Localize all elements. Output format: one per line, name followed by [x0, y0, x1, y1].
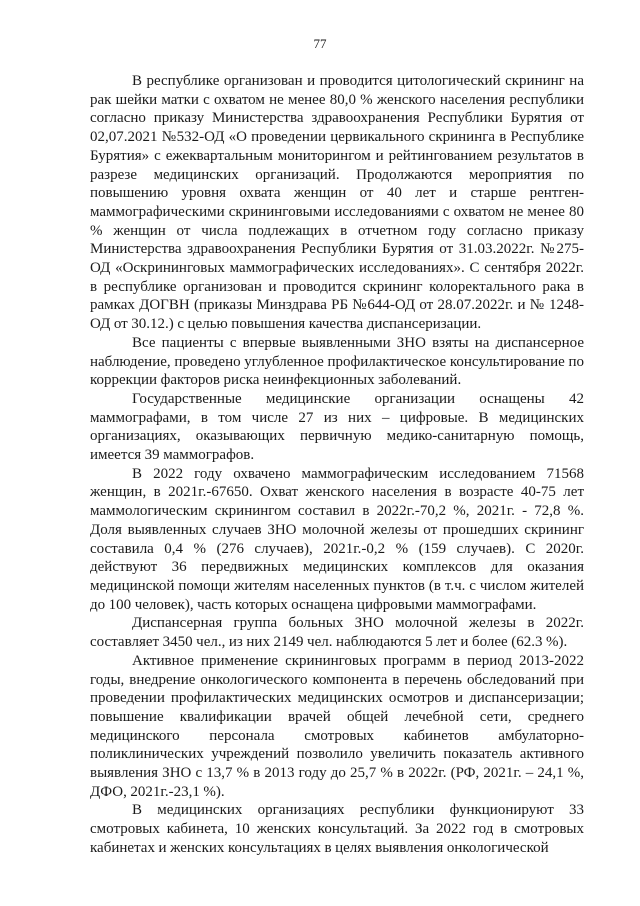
- paragraph-dispensary-observation: Все пациенты с впервые выявленными ЗНО взяты на диспансерное наблюдение, проведено углубленное профилактическое консультирование по коррекции факторов риска неинфекционных заболеваний.: [90, 334, 584, 389]
- document-body: [90, 72, 584, 858]
- paragraph-dispensary-group: Диспансерная группа больных ЗНО молочной железы в 2022г. составляет 3450 чел., из них 2149 чел. наблюдаются 5 лет и более (62.3 %).: [90, 615, 584, 651]
- paragraph-mammography-coverage: В 2022 году охвачено маммографическим исследованием 71568 женщин, в 2021г.-67650. Охват женского населения в возрасте 40-75 лет маммологическим скринингом составил в 2022г.-70,2 %, 2021г. - 72,8 %. Доля выявленных случаев ЗНО молочной железы от прошедших скрининг составила 0,4 % (276 случаев), 2021г.-0,2 % (159 случаев). С 2020г. действуют 36 передвижных медицинских комплексов для оказания медицинской помощи жителям населенных пунктов (в т.ч. с числом жителей до 100 человек), часть которых оснащена цифровыми маммографами.: [90, 465, 584, 613]
- page-number: 77: [313, 36, 327, 51]
- paragraph-active-detection: Активное применение скрининговых программ в период 2013-2022 годы, внедрение онкологического компонента в перечень обследований при проведении профилактических медицинских осмотров и диспансеризации; повышение квалификации врачей общей лечебной сети, среднего медицинского персонала смотровых кабинетов амбулаторно-поликлинических учреждений позволило увеличить показатель активного выявления ЗНО с 13,7 % в 2013 году до 25,7 % в 2022г. (РФ, 2021г. – 24,1 %, ДФО, 2021г.-23,1 %).: [90, 652, 584, 800]
- paragraph-screening-programs: В республике организован и проводится цитологический скрининг на рак шейки матки с охватом не менее 80,0 % женского населения республики согласно приказу Министерства здравоохранения Республики Бурятия от 02,07.2021 №532-ОД «О проведении цервикального скрининга в Республике Бурятия» с ежеквартальным мониторингом и рейтингованием результатов в разрезе медицинских организаций. Продолжаются мероприятия по повышению уровня охвата женщин от 40 лет и старше рентген-маммографическими скрининговыми исследованиями с охватом не менее 80 % женщин от числа подлежащих в отчетном году согласно приказу Министерства здравоохранения Республики Бурятия от 31.03.2022г. №275-ОД «Оскрининговых маммографических исследованиях». С сентября 2022г. в республике организован и проводится скрининг колоректального рака в рамках ДОГВН (приказы Минздрава РБ №644-ОД от 28.07.2022г. и № 1248-ОД от 30.12.) с целью повышения качества диспансеризации.: [90, 73, 584, 333]
- paragraph-mammograph-equipment: Государственные медицинские организации оснащены 42 маммографами, в том числе 27 из них – цифровые. В медицинских организациях, оказывающих первичную медико-санитарную помощь, имеется 39 маммографов.: [90, 390, 584, 464]
- paragraph-examination-rooms: В медицинских организациях республики функционируют 33 смотровых кабинета, 10 женских консультаций. За 2022 год в смотровых кабинетах и женских консультациях в целях выявления онкологической: [90, 802, 584, 856]
